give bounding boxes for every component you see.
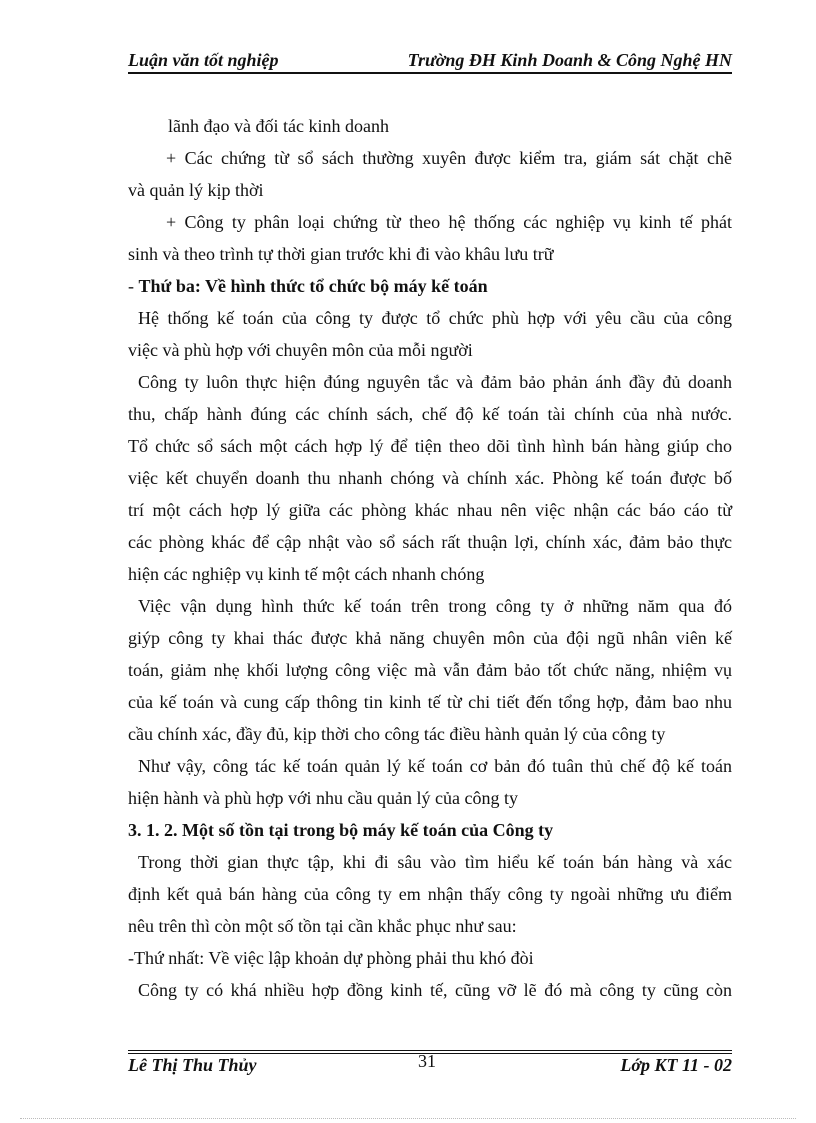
- section-heading: - Thứ ba: Về hình thức tổ chức bộ máy kế toán: [128, 276, 488, 296]
- text-line: + Công ty phân loại chứng từ theo hệ thống các nghiệp vụ kinh tế phát: [166, 212, 732, 232]
- page-edge-divider: [20, 1118, 796, 1119]
- text-line: việc và phù hợp với chuyên môn của mỗi người: [128, 340, 473, 360]
- text-line: hiện hành và phù hợp với nhu cầu quản lý của công ty: [128, 788, 518, 808]
- text-line: Công ty có khá nhiều hợp đồng kinh tế, cũng vỡ lẽ đó mà công ty cũng còn: [138, 980, 732, 1000]
- text-line: hiện các nghiệp vụ kinh tế một cách nhanh chóng: [128, 564, 485, 584]
- page-footer: [128, 1053, 732, 1079]
- text-line: trí một cách hợp lý giữa các phòng khác nhau nên việc nhận các báo cáo từ: [128, 500, 732, 520]
- text-line: các phòng khác để cập nhật vào sổ sách rất thuận lợi, chính xác, đảm bảo thực: [128, 532, 732, 552]
- text-line: toán, giảm nhẹ khối lượng công việc mà vẫn đảm bảo tốt chức năng, nhiệm vụ: [128, 660, 732, 680]
- text-line: và quản lý kịp thời: [128, 180, 264, 200]
- text-line: thu, chấp hành đúng các chính sách, chế độ kế toán tài chính của nhà nước.: [128, 404, 732, 424]
- header-rule: [128, 72, 732, 74]
- page-number: 31: [418, 1051, 436, 1071]
- header-thesis-label: Luận văn tốt nghiệp: [128, 50, 279, 70]
- text-line: Tổ chức sổ sách một cách hợp lý để tiện theo dõi tình hình bán hàng giúp cho: [128, 436, 732, 456]
- footer-author: Lê Thị Thu Thủy: [128, 1055, 257, 1075]
- text-line: nêu trên thì còn một số tồn tại cần khắc phục như sau:: [128, 916, 517, 936]
- text-line: của kế toán và cung cấp thông tin kinh tế từ chi tiết đến tổng hợp, đảm bao nhu: [128, 692, 732, 712]
- text-line: Hệ thống kế toán của công ty được tổ chức phù hợp với yêu cầu của công: [138, 308, 732, 328]
- text-line: cầu chính xác, đầy đủ, kịp thời cho công tác điều hành quản lý của công ty: [128, 724, 666, 744]
- subsection-heading: 3. 1. 2. Một số tồn tại trong bộ máy kế toán của Công ty: [128, 820, 554, 840]
- header-university: Trường ĐH Kinh Doanh & Công Nghệ HN: [407, 50, 732, 70]
- text-line: + Các chứng từ sổ sách thường xuyên được kiểm tra, giám sát chặt chẽ: [166, 148, 732, 168]
- footer-class: Lớp KT 11 - 02: [620, 1055, 732, 1075]
- text-line: sinh và theo trình tự thời gian trước khi đi vào khâu lưu trữ: [128, 244, 554, 264]
- text-line: giýp công ty khai thác được khả năng chuyên môn của đội ngũ nhân viên kế: [128, 628, 732, 648]
- text-line: việc kết chuyển doanh thu nhanh chóng và chính xác. Phòng kế toán được bố: [128, 468, 732, 488]
- text-line: Như vậy, công tác kế toán quản lý kế toán cơ bản đó tuân thủ chế độ kế toán: [138, 756, 732, 776]
- text-line: -Thứ nhất: Về việc lập khoản dự phòng phải thu khó đòi: [128, 948, 534, 968]
- text-line: định kết quả bán hàng của công ty em nhận thấy công ty ngoài những ưu điểm: [128, 884, 732, 904]
- page-header: [128, 50, 732, 72]
- section-heading-text: Thứ ba: Về hình thức tổ chức bộ máy kế toán: [138, 276, 488, 296]
- text-line: lãnh đạo và đối tác kinh doanh: [168, 116, 389, 136]
- text-line: Công ty luôn thực hiện đúng nguyên tắc và đảm bảo phản ánh đầy đủ doanh: [138, 372, 732, 392]
- text-line: Trong thời gian thực tập, khi đi sâu vào tìm hiểu kế toán bán hàng và xác: [138, 852, 732, 872]
- text-line: Việc vận dụng hình thức kế toán trên trong công ty ở những năm qua đó: [138, 596, 732, 616]
